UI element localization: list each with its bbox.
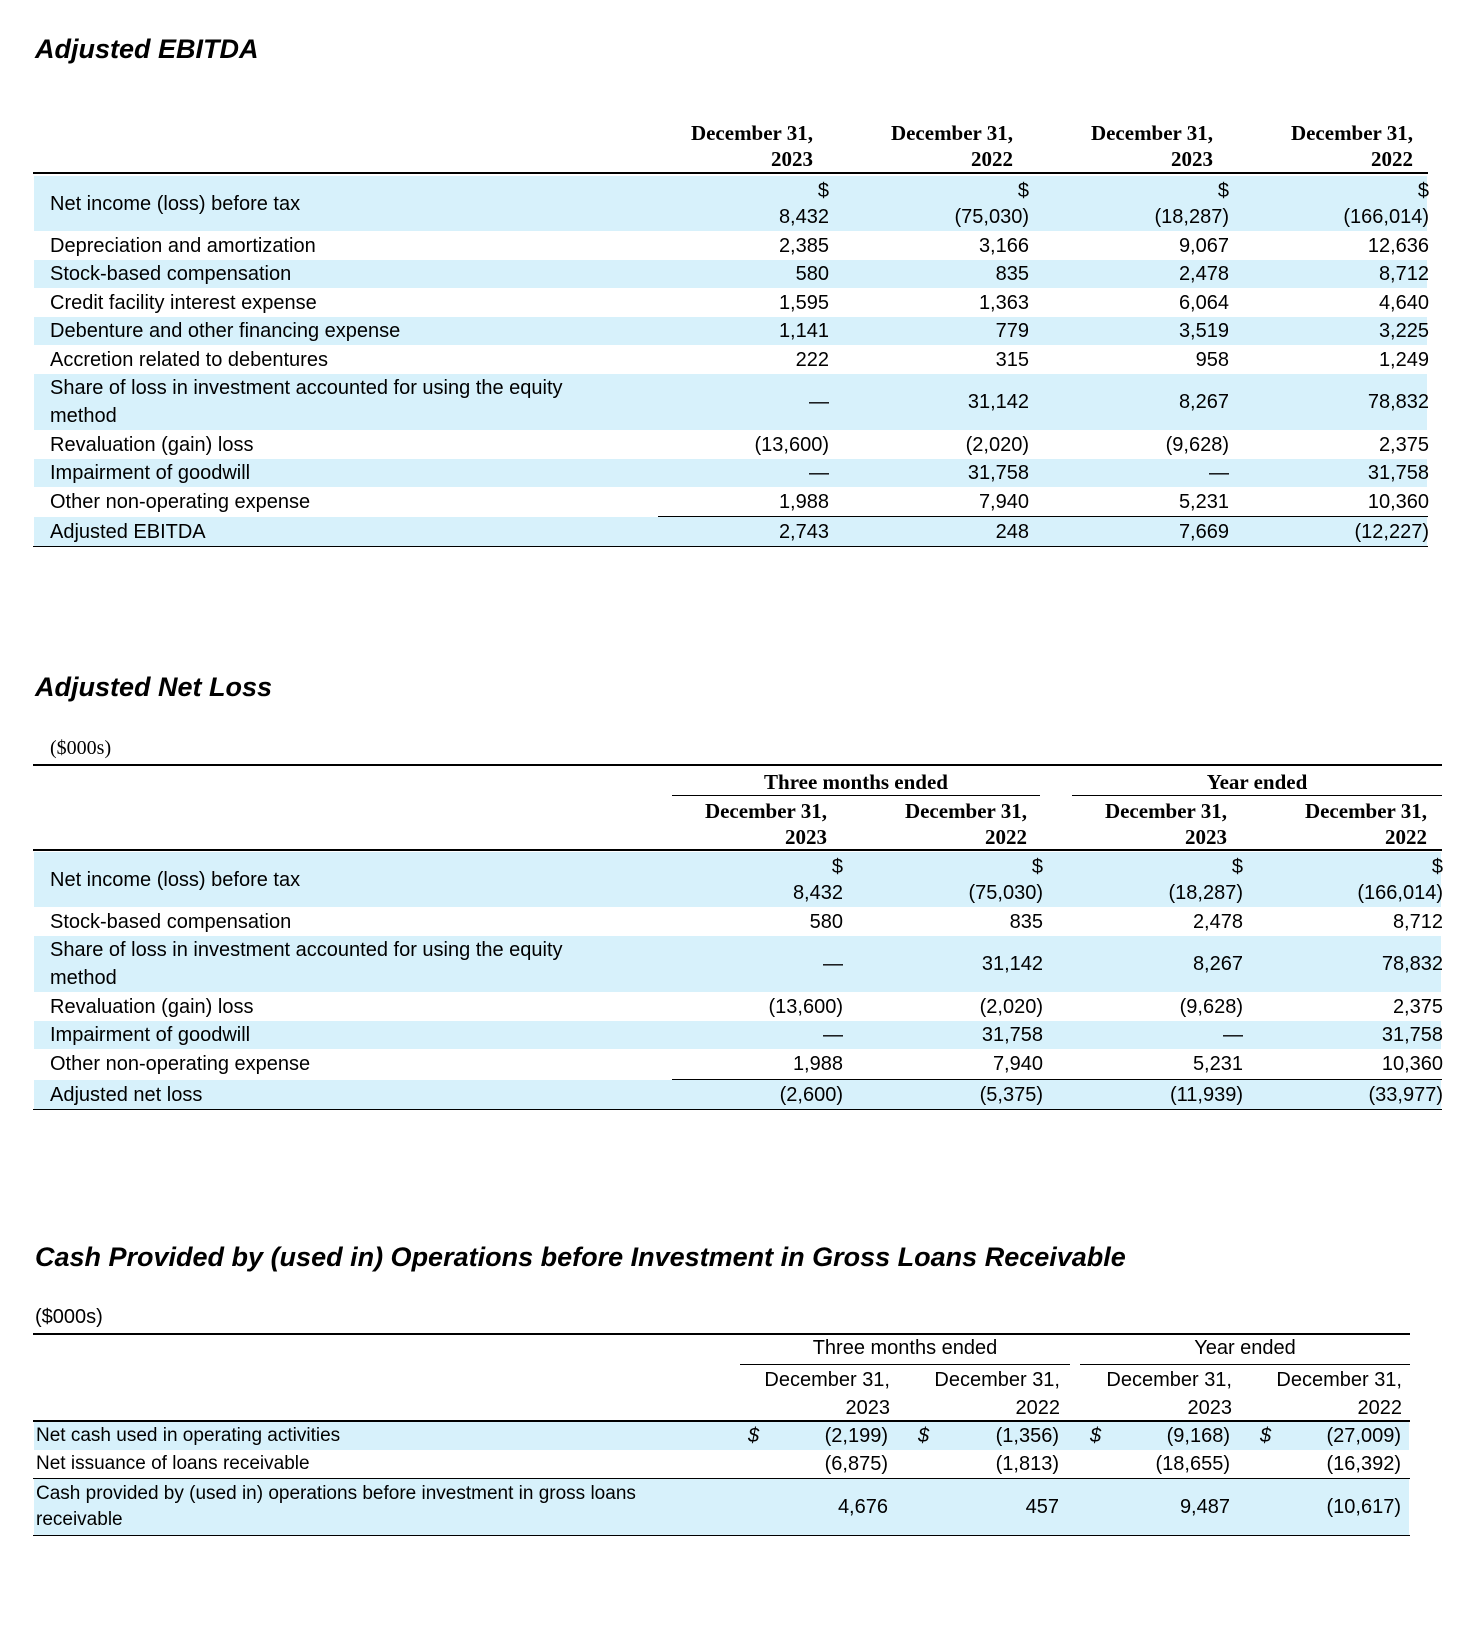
cell-value: 2,385 [778,234,829,257]
ebitda-col-header-line1: December 31, [690,121,813,145]
cell-value: (2,600) [779,1083,843,1106]
ebitda-col-header-line2: 2023 [1171,147,1213,171]
netloss-title: Adjusted Net Loss [35,672,273,702]
group-rule [1072,795,1442,796]
row-label: Cash provided by (used in) operations before investment in gross loans receivable [36,1483,636,1530]
table-row [34,1479,1409,1535]
cell-value: 222 [795,348,829,371]
row-label: Depreciation and amortization [50,234,316,257]
cell-value: (18,655) [1155,1453,1230,1475]
cell-value: 580 [795,263,829,285]
row-label: Other non-operating expense [50,490,311,513]
cell-value: 78,832 [1367,391,1429,413]
group-rule [1080,1364,1410,1365]
netloss-col-header-line1: December 31, [704,799,827,823]
table-row [34,517,1427,546]
ebitda-col-header [1000,120,1213,172]
cell-value: (12,227) [1354,520,1429,543]
row-label: Accretion related to debentures [50,348,328,371]
cell-value: 7,940 [978,490,1029,513]
cell-value: 2,478 [1178,263,1229,285]
cell-value: 248 [995,520,1029,543]
cell-value: 580 [809,910,843,933]
netloss-col-header [1214,798,1427,850]
cash-col-header-line1: December 31, [1106,1369,1232,1391]
cell-value: 8,267 [1178,391,1229,413]
cell-amount: (166,014) [1357,881,1443,904]
cell-value: (27,009) [1326,1425,1401,1447]
ebitda-col-header-line2: 2022 [971,147,1013,171]
cash-col-header [1202,1366,1402,1422]
netloss-col-header [614,798,827,850]
cell-value: 5,231 [1192,1053,1243,1075]
cell-value: 1,249 [1378,348,1429,371]
cell-value: — [823,1024,843,1046]
cell-value [779,176,829,231]
netloss-units-label: ($000s) [50,737,112,759]
ebitda-header-rule [33,172,1428,174]
currency-symbol: $ [831,855,843,878]
netloss-col-header-line1: December 31, [904,799,1027,823]
cash-col-header-line2: 2022 [1357,1397,1402,1419]
currency-symbol: $ [1431,855,1443,878]
cell-value: 6,064 [1178,291,1229,314]
cell-value: (2,020) [979,995,1043,1018]
cell-amount: 8,432 [792,881,843,904]
cell-value: (10,617) [1326,1496,1401,1518]
cell-value: (11,939) [1169,1083,1243,1106]
row-label: Revaluation (gain) loss [50,433,254,456]
netloss-col-header-line2: 2022 [1385,825,1427,849]
currency-symbol: $ [918,1424,930,1447]
row-label: Share of loss in investment accounted for using the equity method [50,377,563,427]
table-row [34,1450,1409,1478]
table-row [34,992,1441,1021]
netloss-top-rule [33,764,1442,766]
cash-title: Cash Provided by (used in) Operations before Investment in Gross Loans Receivable [35,1242,1126,1272]
cell-value: (5,375) [979,1083,1043,1106]
cell-value: (9,628) [1165,433,1229,456]
table-row [34,345,1427,374]
ebitda-col-header [800,120,1013,172]
table-row [34,374,1427,430]
netloss-header-rule [33,849,1442,851]
cell-value: (13,600) [768,995,843,1018]
ebitda-col-header [1200,120,1413,172]
cell-value: (9,168) [1166,1425,1230,1447]
netloss-col-header [1014,798,1227,850]
currency-symbol: $ [1017,179,1029,202]
table-row [34,907,1441,936]
cell-value: 9,487 [1179,1496,1230,1518]
cell-value: 835 [1009,910,1043,933]
table-row [34,852,1441,907]
table-row [34,1021,1441,1049]
cell-value: 5,231 [1178,490,1229,513]
row-label: Stock-based compensation [50,910,292,933]
row-label: Share of loss in investment accounted for using the equity method [50,939,563,989]
currency-symbol: $ [1031,855,1043,878]
cell-value: 7,940 [992,1053,1043,1075]
row-label: Net income (loss) before tax [50,868,301,891]
cell-value: 1,988 [778,490,829,513]
cash-col-header-line2: 2022 [1015,1397,1060,1419]
cash-col-header-line1: December 31, [1276,1369,1402,1391]
cell-amount: 8,432 [778,205,829,228]
cell-value: 78,832 [1381,953,1443,975]
cash-col-header-line1: December 31, [764,1369,890,1391]
cell-value: (2,020) [965,433,1029,456]
ebitda-col-header-line2: 2023 [771,147,813,171]
cell-value: (16,392) [1326,1453,1401,1475]
cell-value: 12,636 [1367,234,1429,257]
cell-value: 31,758 [1381,1024,1443,1046]
cell-value: (2,199) [824,1425,888,1447]
cell-amount: (18,287) [1154,205,1229,228]
cell-value: 779 [995,320,1029,342]
cell-amount: (166,014) [1343,205,1429,228]
cell-value: 31,142 [981,953,1043,975]
cell-value: 8,267 [1192,953,1243,975]
cash-col-header-line2: 2023 [845,1397,890,1419]
cell-value: 1,595 [778,291,829,314]
table-row [34,317,1427,345]
table-row [34,1049,1441,1079]
cell-value: 457 [1025,1496,1059,1518]
table-row [34,430,1427,459]
cell-value: (13,600) [754,433,829,456]
table-row [34,487,1427,516]
cell-value [969,852,1044,907]
ebitda-col-header-line1: December 31, [890,121,1013,145]
cell-value: (33,977) [1368,1083,1443,1106]
row-label: Other non-operating expense [50,1053,311,1075]
ebitda-col-header [600,120,813,172]
cell-value: 31,142 [967,391,1029,413]
cell-value: 4,640 [1378,291,1429,314]
cell-value [1343,176,1429,231]
netloss-col-header-line2: 2023 [1185,825,1227,849]
cell-value: 3,225 [1378,320,1429,342]
row-label: Net issuance of loans receivable [36,1453,310,1474]
table-row [34,1422,1409,1450]
cell-value: — [1209,462,1229,484]
table-bottom-rule [33,1109,1442,1110]
table-row [34,176,1427,231]
cash-group-header: Year ended [1194,1337,1296,1359]
currency-symbol: $ [1417,179,1429,202]
cell-value: 10,360 [1381,1053,1443,1075]
cell-value: 2,743 [778,520,829,543]
cell-value: — [1223,1024,1243,1046]
table-row [34,936,1441,992]
netloss-group-header: Three months ended [764,770,948,794]
cell-value: 9,067 [1178,234,1229,257]
row-label: Impairment of goodwill [50,462,251,484]
cell-value: 1,988 [792,1053,843,1075]
cash-col-header-line1: December 31, [934,1369,1060,1391]
cell-value: 31,758 [1367,462,1429,484]
currency-symbol: $ [1260,1424,1272,1447]
group-rule [672,795,1040,796]
table-bottom-rule [33,546,1428,547]
cell-value: 8,712 [1378,263,1429,285]
ebitda-col-header-line2: 2022 [1371,147,1413,171]
cell-value: 2,375 [1378,433,1429,456]
netloss-col-header-line1: December 31, [1304,799,1427,823]
table-row [34,288,1427,317]
cell-value: (1,813) [995,1453,1059,1475]
row-label: Adjusted EBITDA [50,520,206,543]
cell-value: 8,712 [1392,910,1443,933]
ebitda-title: Adjusted EBITDA [35,34,259,64]
row-label: Adjusted net loss [50,1083,203,1106]
row-label: Revaluation (gain) loss [50,995,254,1018]
netloss-col-header [814,798,1027,850]
cell-value: — [809,462,829,484]
table-row [34,459,1427,487]
cell-value: — [823,953,843,975]
netloss-group-header: Year ended [1206,770,1308,794]
cell-value [1155,176,1230,231]
cash-units-label: ($000s) [35,1306,103,1328]
cell-amount: (75,030) [968,881,1043,904]
cell-value: 7,669 [1178,520,1229,543]
cell-value: 10,360 [1367,490,1429,513]
cell-value [1357,852,1443,907]
currency-symbol: $ [1231,855,1243,878]
netloss-col-header-line1: December 31, [1104,799,1227,823]
table-bottom-rule [33,1535,1410,1536]
currency-symbol: $ [1217,179,1229,202]
netloss-col-header-line2: 2023 [785,825,827,849]
row-label: Credit facility interest expense [50,291,317,314]
cash-col-header-line2: 2023 [1187,1397,1232,1419]
table-row [34,260,1427,288]
row-label: Debenture and other financing expense [50,320,401,342]
cell-value: — [809,391,829,413]
netloss-col-header-line2: 2022 [985,825,1027,849]
cell-value: (1,356) [995,1425,1059,1447]
cell-value: 835 [995,263,1029,285]
row-label: Stock-based compensation [50,263,292,285]
cell-value: 1,363 [978,291,1029,314]
cell-value: (6,875) [824,1453,888,1475]
cash-top-rule [33,1333,1410,1335]
currency-symbol: $ [748,1424,760,1447]
cell-amount: (18,287) [1168,881,1243,904]
cell-value: 31,758 [981,1024,1043,1046]
cell-value: 3,519 [1178,320,1229,342]
cash-col-header [860,1366,1060,1422]
cell-value: 3,166 [978,234,1029,257]
cell-value [955,176,1030,231]
cell-value: 1,141 [778,320,829,342]
cell-value: (9,628) [1179,995,1243,1018]
row-label: Net cash used in operating activities [36,1425,341,1446]
currency-symbol: $ [817,179,829,202]
cell-value: 31,758 [967,462,1029,484]
cell-value: 2,478 [1192,910,1243,933]
group-rule [740,1364,1070,1365]
cell-amount: (75,030) [954,205,1029,228]
cell-value: 315 [995,348,1029,371]
currency-symbol: $ [1090,1424,1102,1447]
ebitda-col-header-line1: December 31, [1290,121,1413,145]
table-row [34,1080,1441,1109]
cell-value: 4,676 [837,1496,888,1518]
cell-value: 2,375 [1392,995,1443,1018]
table-row [34,231,1427,260]
cell-value: 958 [1195,348,1229,371]
cash-group-header: Three months ended [812,1337,998,1359]
cell-value [793,852,843,907]
row-label: Impairment of goodwill [50,1024,251,1046]
row-label: Net income (loss) before tax [50,192,301,215]
ebitda-col-header-line1: December 31, [1090,121,1213,145]
cell-value [1169,852,1244,907]
